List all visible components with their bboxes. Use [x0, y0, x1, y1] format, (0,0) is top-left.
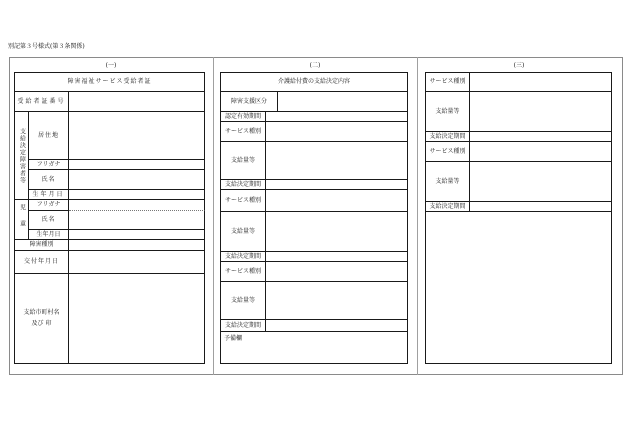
benefit-amount-label: 支給量等	[221, 212, 266, 252]
child-furigana-label: フリガナ	[29, 200, 69, 211]
service-type-value	[266, 122, 408, 142]
decision-period-label: 支給決定期間	[221, 320, 266, 332]
furigana-value	[69, 160, 205, 170]
benefit-amount-label: 支給量等	[221, 282, 266, 320]
recipient-number-label: 受給者証番号	[15, 92, 69, 112]
benefit-amount-label: 支給量等	[426, 162, 470, 202]
child-name-value	[69, 211, 205, 230]
service-type-value	[470, 142, 612, 162]
child-group-label: 児童	[18, 203, 26, 236]
name-value	[69, 170, 205, 190]
care-benefit-title: 介護給付費の支給決定内容	[221, 73, 408, 92]
issue-date-label: 交付年月日	[15, 251, 69, 274]
decision-period-label: 支給決定期間	[221, 252, 266, 262]
panel3-heading: (三)	[513, 62, 525, 69]
certification-period-value	[266, 112, 408, 122]
address-label: 居住地	[29, 112, 69, 160]
additional-services-table	[425, 72, 612, 364]
disability-type-value	[69, 240, 205, 251]
service-type-label: サービス種別	[221, 122, 266, 142]
child-birth-date-label: 生年月日	[29, 230, 69, 240]
beneficiary-group-label: 支給決定障害者等	[18, 127, 26, 184]
child-group-cell	[15, 200, 29, 240]
birth-date-value	[69, 190, 205, 200]
certificate-title: 障害福祉サービス受給者証	[15, 73, 205, 92]
service-type-value	[266, 262, 408, 282]
panel-divider-1	[213, 57, 214, 375]
benefit-amount-label: 支給量等	[426, 92, 470, 132]
service-type-value	[266, 190, 408, 212]
disability-type-label: 障害種別	[15, 240, 69, 251]
benefit-amount-value	[266, 282, 408, 320]
service-type-label: サービス種別	[426, 142, 470, 162]
decision-period-label: 支給決定期間	[426, 202, 470, 212]
decision-period-value	[470, 132, 612, 142]
recipient-number-value	[69, 92, 205, 112]
remarks-cell	[221, 332, 408, 364]
benefit-amount-label: 支給量等	[221, 142, 266, 180]
support-level-label: 障害支援区分	[221, 92, 278, 112]
service-type-label: サービス種別	[426, 73, 470, 92]
service-type-label: サービス種別	[221, 262, 266, 282]
blank-area	[426, 212, 612, 364]
beneficiary-group-cell	[15, 112, 29, 200]
municipality-label-line-2: 及び 印	[31, 320, 52, 327]
certification-period-label: 認定有効期間	[221, 112, 266, 122]
recipient-certificate-table	[14, 72, 205, 364]
birth-date-label: 生年月日	[29, 190, 69, 200]
decision-period-label: 支給決定期間	[426, 132, 470, 142]
decision-period-value	[266, 180, 408, 190]
panel1-heading: (一)	[105, 62, 117, 69]
benefit-amount-value	[266, 212, 408, 252]
care-benefit-decision-table	[220, 72, 408, 364]
issue-date-value	[69, 251, 205, 274]
municipality-label-line-1: 支給市町村名	[23, 309, 60, 316]
decision-period-value	[266, 252, 408, 262]
benefit-amount-value	[470, 92, 612, 132]
decision-period-value	[266, 320, 408, 332]
decision-period-value	[470, 202, 612, 212]
municipality-label-cell	[15, 274, 69, 364]
child-birth-date-value	[69, 230, 205, 240]
service-type-value	[470, 73, 612, 92]
benefit-amount-value	[470, 162, 612, 202]
child-furigana-value	[69, 200, 205, 211]
decision-period-label: 支給決定期間	[221, 180, 266, 190]
service-type-label: サービス種別	[221, 190, 266, 212]
furigana-label: フリガナ	[29, 160, 69, 170]
support-level-value	[278, 92, 408, 112]
panel2-heading: (二)	[309, 62, 321, 69]
municipality-seal-value	[69, 274, 205, 364]
benefit-amount-value	[266, 142, 408, 180]
name-label: 氏名	[29, 170, 69, 190]
child-name-label: 氏名	[29, 211, 69, 230]
panel-divider-2	[417, 57, 418, 375]
form-number: 別記第３号様式(第３条関係)	[8, 43, 85, 50]
address-value	[69, 112, 205, 160]
remarks-label: 予備欄	[224, 335, 243, 342]
